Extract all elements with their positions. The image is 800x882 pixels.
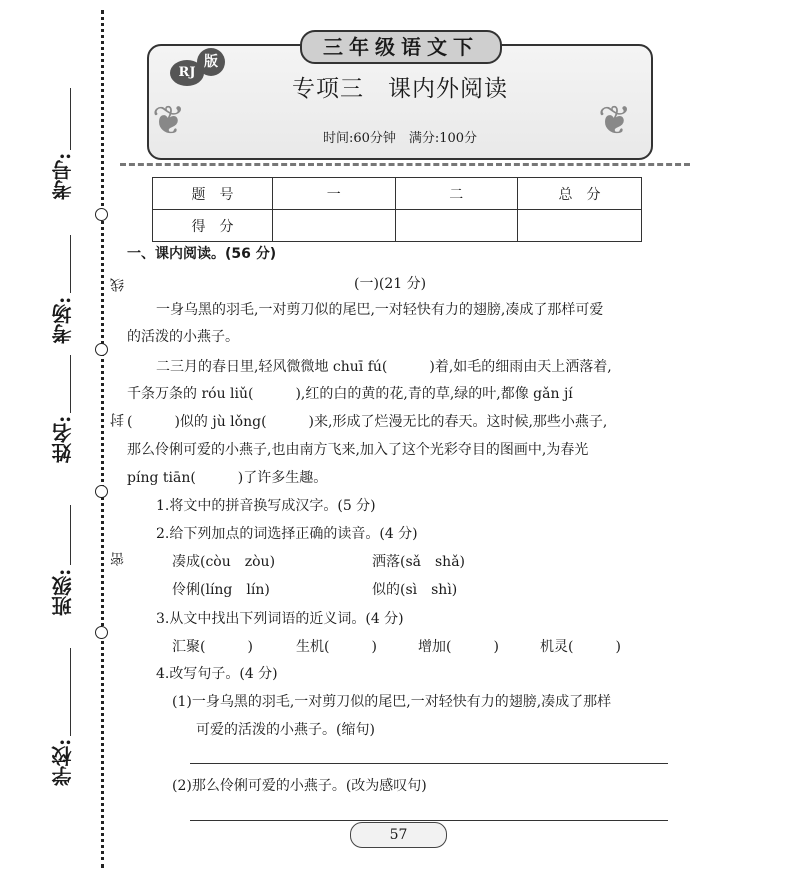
edition-badge-rj: RJ	[170, 60, 204, 86]
time-info: 时间:60分钟 满分:100分	[322, 131, 478, 146]
option-item[interactable]: 似的(sì shì)	[372, 582, 458, 598]
table-cell: 二	[395, 178, 518, 210]
binding-hole	[95, 343, 108, 356]
exam-number-label: 考号:	[51, 152, 75, 200]
seal-char-feng: 封	[110, 413, 126, 427]
score-input-cell[interactable]	[518, 210, 642, 242]
name-label: 姓名:	[51, 415, 75, 463]
table-cell: 总 分	[518, 178, 642, 210]
page-title: 专项三 课内外阅读	[292, 76, 508, 102]
passage-line: 一身乌黑的羽毛,一对剪刀似的尾巴,一对轻快有力的翅膀,凑成了那样可爱	[156, 302, 604, 318]
exam-room-line[interactable]	[70, 235, 71, 293]
binding-hole	[95, 208, 108, 221]
name-line[interactable]	[70, 355, 71, 413]
binding-hole	[95, 626, 108, 639]
exam-room-label: 考场:	[51, 296, 75, 344]
table-row	[153, 178, 642, 210]
page-number: 57	[350, 822, 447, 848]
passage-line: píng tiān( )了许多生趣。	[127, 470, 328, 486]
class-line[interactable]	[70, 505, 71, 565]
floral-ornament-icon: ❦	[152, 98, 186, 144]
divider	[120, 163, 690, 166]
passage-line: 的活泼的小燕子。	[127, 329, 239, 345]
synonym-blank[interactable]: 机灵( )	[540, 639, 621, 655]
synonym-blank[interactable]: 汇聚( )	[172, 639, 253, 655]
exam-number-line[interactable]	[70, 88, 71, 150]
rewrite-item-2: (2)那么伶俐可爱的小燕子。(改为感叹句)	[172, 778, 427, 794]
score-table	[152, 177, 642, 242]
rewrite-item-1: (1)一身乌黑的羽毛,一对剪刀似的尾巴,一对轻快有力的翅膀,凑成了那样	[172, 694, 612, 710]
class-label: 班级:	[51, 568, 75, 616]
answer-line[interactable]	[190, 820, 668, 821]
answer-line[interactable]	[190, 763, 668, 764]
passage-line: ( )似的 jù lǒng( )来,形成了烂漫无比的春天。这时候,那些小燕子,	[127, 414, 608, 430]
table-cell: 一	[273, 178, 396, 210]
seal-char-mi: 密	[110, 552, 126, 566]
score-input-cell[interactable]	[273, 210, 396, 242]
synonym-blank[interactable]: 生机( )	[296, 639, 377, 655]
section-heading: 一、课内阅读。(56 分)	[127, 246, 277, 262]
score-input-cell[interactable]	[395, 210, 518, 242]
table-row	[153, 210, 642, 242]
edition-badge-ban: 版	[197, 48, 225, 76]
synonym-blank[interactable]: 增加( )	[418, 639, 499, 655]
option-item[interactable]: 洒落(sǎ shǎ)	[372, 554, 466, 570]
question-3: 3.从文中找出下列词语的近义词。(4 分)	[156, 611, 404, 627]
passage-line: 千条万条的 róu liǔ( ),红的白的黄的花,青的草,绿的叶,都像 gǎn jí	[127, 386, 573, 402]
sub-heading: (一)(21 分)	[354, 276, 427, 292]
binding-hole	[95, 485, 108, 498]
passage-line: 那么伶俐可爱的小燕子,也由南方飞来,加入了这个光彩夺目的图画中,为春光	[127, 442, 589, 458]
question-1: 1.将文中的拼音换写成汉字。(5 分)	[156, 498, 376, 514]
table-cell: 得 分	[153, 210, 273, 242]
table-cell: 题 号	[153, 178, 273, 210]
passage-line: 二三月的春日里,轻风微微地 chuī fú( )着,如毛的细雨由天上洒落着,	[156, 359, 612, 375]
question-2: 2.给下列加点的词选择正确的读音。(4 分)	[156, 526, 418, 542]
grade-title: 三年级语文下	[300, 30, 502, 64]
option-item[interactable]: 凑成(còu zòu)	[172, 554, 276, 570]
rewrite-item-1-cont: 可爱的活泼的小燕子。(缩句)	[196, 722, 375, 738]
school-label: 学校:	[51, 738, 75, 786]
binding-dotted-line	[101, 10, 104, 868]
floral-ornament-icon: ❦	[598, 98, 632, 144]
seal-char-xian: 线	[110, 278, 126, 292]
option-item[interactable]: 伶俐(líng lín)	[172, 582, 270, 598]
question-4: 4.改写句子。(4 分)	[156, 666, 278, 682]
school-line[interactable]	[70, 648, 71, 736]
